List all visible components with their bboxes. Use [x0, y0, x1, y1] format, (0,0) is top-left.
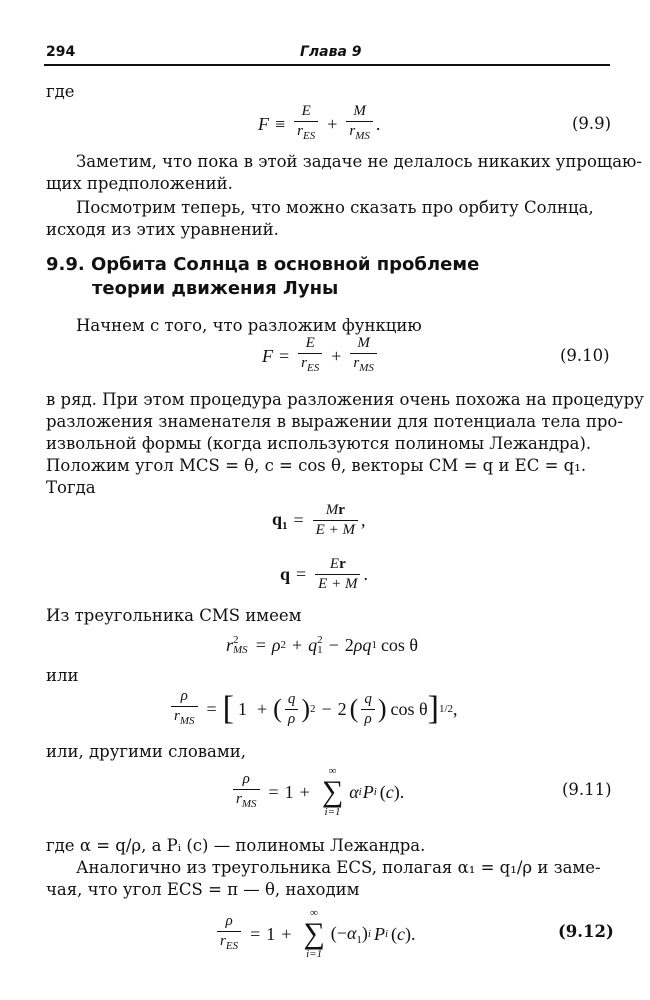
equation-q1: $q_1$ = $\frac{Mr}{E + M}$ , [272, 501, 366, 538]
equation-9-12: $\frac{\rho}{r_{ES}}$ = 1 + ∞ ∑ i=1 $(-\alpha_1)$ i P i (c). [214, 902, 416, 966]
equation-number: (9.12) [558, 922, 614, 941]
equation-number: (9.9) [572, 114, 612, 133]
text-or: или [46, 666, 79, 685]
paragraph-line: Заметим, что пока в этой задаче не делалось никаких упрощаю- [76, 152, 642, 171]
paragraph-line: где α = q/ρ, а Pᵢ (c) — полиномы Лежандра. [46, 836, 426, 855]
paragraph-line: щих предположений. [46, 174, 233, 193]
equation-number: (9.11) [562, 780, 612, 799]
paragraph-line: Тогда [46, 478, 96, 497]
paragraph-line: разложения знаменателя в выражении для потенциала тела про- [46, 412, 623, 431]
running-head: Глава 9 [300, 44, 362, 60]
paragraph-line: исходя из этих уравнений. [46, 220, 279, 239]
equation-9-9: F ≡ $\frac{E}{r_{ES}}$ + $\frac{M}{r_{MS}}$ . [258, 100, 380, 148]
equation-9-11: $\frac{\rho}{r_{MS}}$ = 1 + ∞ ∑ i=1 α i P i (c). [230, 760, 404, 824]
equation-q: q = $\frac{Er}{E + M}$ . [280, 555, 368, 592]
text-in-other-words: или, другими словами, [46, 742, 246, 761]
page-number: 294 [46, 44, 76, 60]
paragraph-line: извольной формы (когда используются полиномы Лежандра). [46, 434, 592, 453]
section-title: теории движения Луны [92, 278, 339, 299]
section-title: 9.9. Орбита Солнца в основной проблеме [46, 254, 480, 275]
equation-rms-squared: r 2 MS = ρ 2 + q 2 1 − 2 ρq 1 cos θ [226, 634, 419, 656]
paragraph-line: Из треугольника CMS имеем [46, 606, 302, 625]
paragraph-line: Положим угол MCS = θ, c = cos θ, векторы CM = q и EC = q₁. [46, 456, 587, 475]
paragraph-line: Аналогично из треугольника ECS, полагая α₁ = q₁/ρ и заме- [76, 858, 601, 877]
text-where-1: где [46, 82, 75, 101]
paragraph-line: чая, что угол ECS = π — θ, находим [46, 880, 360, 899]
paragraph-line: в ряд. При этом процедура разложения очень похожа на процедуру [46, 390, 644, 409]
paragraph-line: Начнем с того, что разложим функцию [76, 316, 422, 335]
paragraph-line: Посмотрим теперь, что можно сказать про орбиту Солнца, [76, 198, 594, 217]
equation-9-10: F = $\frac{E}{r_{ES}}$ + $\frac{M}{r_{MS}}$ [262, 332, 380, 380]
equation-rho-ratio: $\frac{\rho}{r_{MS}}$ = [ 1 + ( $\frac{q}{\rho}$ ) 2 − 2 ( $\frac{q}{\rho}$ ) cos θ ] 1/2 , [168, 684, 458, 734]
equation-number: (9.10) [560, 346, 610, 365]
header-rule [44, 64, 610, 66]
